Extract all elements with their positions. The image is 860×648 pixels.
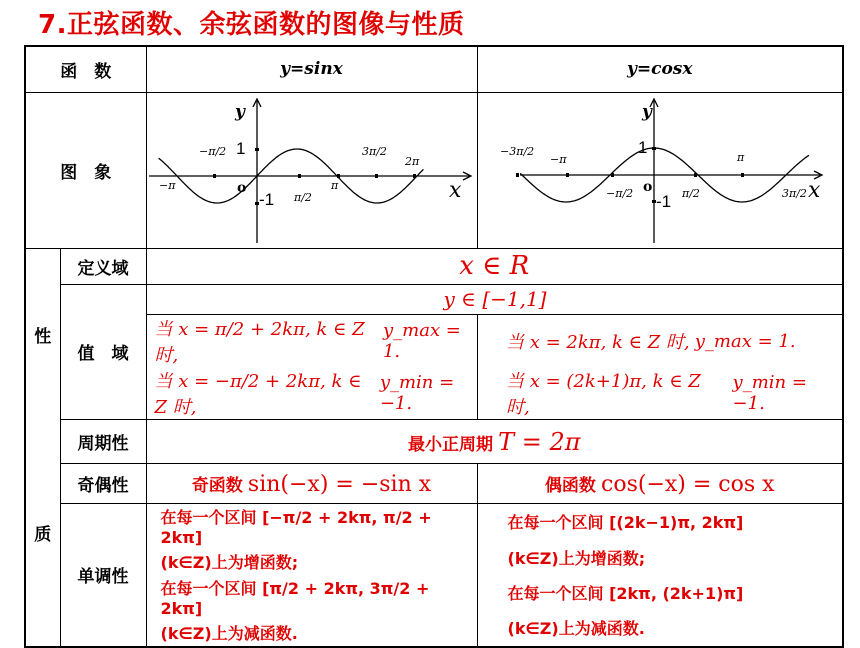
sin-max-line xyxy=(147,315,478,367)
cos-mono-2: (k∈Z)上为增函数; xyxy=(507,548,646,568)
sin-x-label: x xyxy=(448,177,461,203)
cos-min-cond: 当 x = (2k+1)π, k ∈ Z 时, xyxy=(506,371,701,418)
header-sin: y=sinx xyxy=(146,46,477,92)
page-title: 7.正弦函数、余弦函数的图像与性质 xyxy=(38,10,465,40)
cos-mono-1: 在每一个区间 [(2k−1)π, 2kπ] xyxy=(507,513,744,533)
sin-tick-labels xyxy=(159,145,420,204)
sin-neg-one-label: -1 xyxy=(258,189,274,209)
period-value: T = 2π xyxy=(498,427,581,456)
sin-one-label: 1 xyxy=(235,138,245,158)
cos-tick-three-half-pi: 3π/2 xyxy=(781,186,807,200)
cos-max-val: y_max = 1. xyxy=(694,330,796,352)
cos-tick-neg-half-pi: −π/2 xyxy=(605,186,633,200)
sin-tick-pi: π xyxy=(330,178,338,192)
sin-max-cond: 当 x = π/2 + 2kπ, k ∈ Z 时, xyxy=(154,319,365,366)
cos-graph xyxy=(478,93,844,248)
sin-min-line xyxy=(147,367,478,419)
cos-parity-formula: cos(−x) = cos x xyxy=(601,471,775,497)
period-cell xyxy=(146,420,843,464)
cos-min-val: y_min = −1. xyxy=(732,372,807,414)
side-label-top: 性 xyxy=(25,248,60,420)
cos-mono-3: 在每一个区间 [2kπ, (2k+1)π] xyxy=(507,583,744,603)
sin-mono-3: 在每一个区间 [π/2 + 2kπ, 3π/2 + 2kπ] xyxy=(160,579,430,619)
sin-graph xyxy=(147,93,478,248)
cos-tick-neg-pi: −π xyxy=(549,152,566,166)
sin-mono-2: (k∈Z)上为增函数; xyxy=(160,553,299,573)
sin-tick-neg-pi: −π xyxy=(158,178,175,192)
sin-min-val: y_min = −1. xyxy=(379,372,455,414)
sin-y-label: y xyxy=(234,101,245,122)
cos-tick-neg-three-half-pi: −3π/2 xyxy=(499,144,534,158)
cos-tick-pi: π xyxy=(736,150,744,164)
sin-tick-neg-half-pi: −π/2 xyxy=(198,144,226,158)
sin-mono-4: (k∈Z)上为减函数. xyxy=(160,624,298,644)
cos-max-cond: 当 x = 2kπ, k ∈ Z 时, xyxy=(506,332,690,353)
sin-tick-half-pi: π/2 xyxy=(293,190,312,204)
range-label: 值 域 xyxy=(60,284,146,420)
cos-graph-cell xyxy=(477,92,843,248)
sin-parity-formula: sin(−x) = −sin x xyxy=(247,471,432,497)
cos-mono-4: (k∈Z)上为减函数. xyxy=(507,619,645,639)
cos-tick-half-pi: π/2 xyxy=(681,186,700,200)
sin-max-val: y_max = 1. xyxy=(382,320,461,362)
properties-table xyxy=(24,45,844,648)
sin-min-cond: 当 x = −π/2 + 2kπ, k ∈ Z 时, xyxy=(154,371,362,418)
cos-min-line xyxy=(478,367,844,419)
sin-parity-text: 奇函数 xyxy=(191,475,243,496)
period-text: 最小正周期 xyxy=(407,434,493,455)
sin-parity-cell xyxy=(146,464,477,504)
cos-y-label: y xyxy=(641,101,652,122)
parity-label: 奇偶性 xyxy=(60,464,146,504)
cos-parity-text: 偶函数 xyxy=(544,475,596,496)
range-value: y ∈ [−1,1] xyxy=(147,285,844,315)
header-cos: y=cosx xyxy=(477,46,843,92)
sin-tick-two-pi: 2π xyxy=(404,154,419,168)
cos-mono-cell xyxy=(477,504,843,647)
sin-tick-three-half-pi: 3π/2 xyxy=(361,144,387,158)
domain-value: x ∈ R xyxy=(146,248,843,284)
sin-graph-cell xyxy=(146,92,477,248)
sin-mono-1: 在每一个区间 [−π/2 + 2kπ, π/2 + 2kπ] xyxy=(160,508,432,548)
period-label: 周期性 xyxy=(60,420,146,464)
sin-mono-cell xyxy=(146,504,477,647)
domain-label: 定义域 xyxy=(60,248,146,284)
cos-origin-label: o xyxy=(642,178,652,195)
range-subtable xyxy=(147,285,844,420)
cos-neg-one-label: -1 xyxy=(655,191,671,211)
cos-parity-cell xyxy=(477,464,843,504)
cos-x-label: x xyxy=(807,177,820,203)
header-func-label: 函 数 xyxy=(25,46,146,92)
graph-label: 图 象 xyxy=(25,92,146,248)
sin-origin-label: o xyxy=(236,179,246,196)
mono-label: 单调性 xyxy=(60,504,146,647)
cos-max-line xyxy=(478,315,844,367)
side-label-bottom: 质 xyxy=(25,420,60,647)
cos-one-label: 1 xyxy=(637,137,647,157)
